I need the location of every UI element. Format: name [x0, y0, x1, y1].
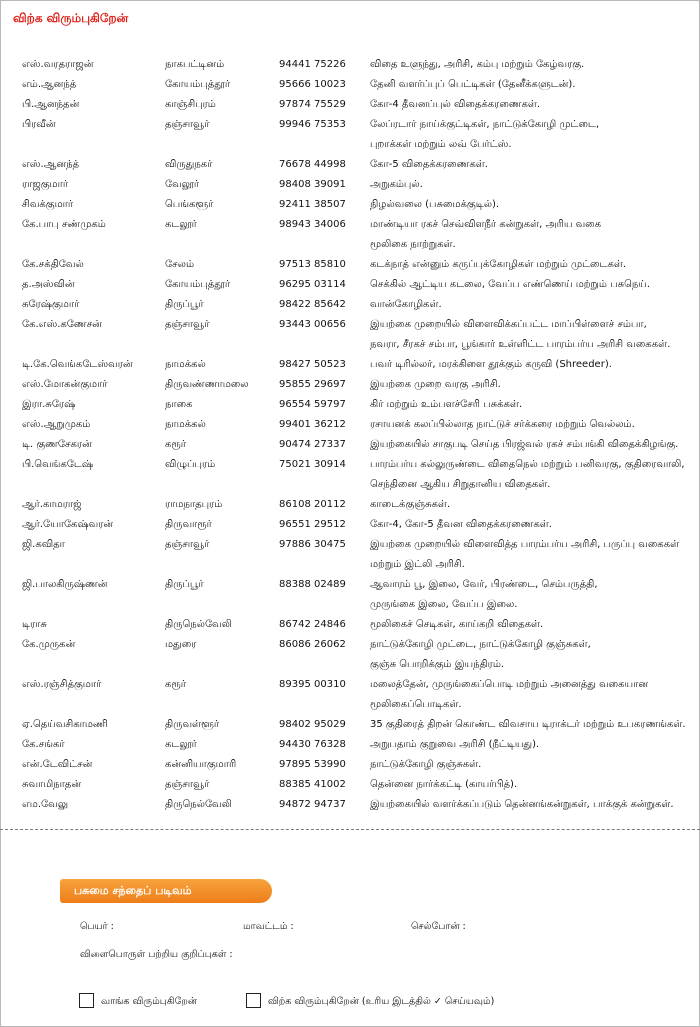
- product-description: கோ-4, கோ-5 தீவன விதைக்கரணைகள்.: [370, 519, 552, 530]
- cut-line-divider: [0, 829, 700, 830]
- seller-name: கே.சக்திவேல்: [22, 259, 84, 270]
- buy-option[interactable]: [79, 988, 197, 1008]
- seller-place: நாகை: [165, 399, 193, 410]
- seller-phone: 92411 38507: [279, 199, 346, 210]
- seller-name: டி. குணசேகரன்: [22, 439, 92, 450]
- product-description: மூலிகைச் செடிகள், காய்கறி விதைகள்.: [370, 619, 544, 630]
- seller-phone: 89395 00310: [279, 679, 346, 690]
- seller-phone: 88385 41002: [279, 779, 346, 790]
- seller-place: திருப்பூர்: [165, 299, 204, 310]
- seller-place: தஞ்சாவூர்: [165, 319, 210, 330]
- seller-name: சுரேஷ்குமார்: [22, 299, 80, 310]
- notes-field-label[interactable]: விளைபொருள் பற்றிய குறிப்புகள் :: [80, 949, 233, 960]
- seller-place: விருதுநகர்: [165, 159, 213, 170]
- form-title: பசுமை சந்தைப் படிவம்: [60, 879, 272, 903]
- seller-phone: 86086 26062: [279, 639, 346, 650]
- listing-row: [0, 535, 700, 575]
- product-description: செந்தினை ஆகிய சிறுதானிய விதைகள்.: [370, 479, 551, 490]
- seller-phone: 98402 95029: [279, 719, 346, 730]
- product-description: கோ-5 விதைக்கரணைகள்.: [370, 159, 488, 170]
- listing-row: [0, 515, 700, 535]
- seller-name: எஸ்.ஆனந்த்: [22, 159, 79, 170]
- listing-row: [0, 75, 700, 95]
- listing-row: [0, 455, 700, 495]
- seller-name: டிராசு: [22, 619, 47, 630]
- seller-phone: 96295 03114: [279, 279, 346, 290]
- seller-place: கடலூர்: [165, 739, 197, 750]
- sell-option[interactable]: [246, 988, 494, 1008]
- product-description: நாட்டுக்கோழி முட்டை, நாட்டுக்கோழி குஞ்சுகள்,: [370, 639, 591, 650]
- product-description: கிர் மற்றும் உம்பளச்சேரி பசுக்கள்.: [370, 399, 523, 410]
- seller-phone: 98427 50523: [279, 359, 346, 370]
- listing-table: [0, 55, 700, 815]
- seller-phone: 76678 44998: [279, 159, 346, 170]
- seller-place: நாமக்கல்: [165, 419, 206, 430]
- product-description: மலைத்தேன், முருங்கைப்பொடி மற்றும் அனைத்து வகையான: [370, 679, 649, 690]
- seller-phone: 97895 53990: [279, 759, 346, 770]
- seller-name: ஆர்.காமராஜ்: [22, 499, 82, 510]
- product-description: வான்கோழிகள்.: [370, 299, 442, 310]
- buy-option-label: வாங்க விரும்புகிறேன்: [101, 996, 198, 1007]
- product-description: குஞ்சு பொறிக்கும் இயந்திரம்.: [370, 659, 505, 670]
- seller-place: கன்னியாகுமாரி: [165, 759, 237, 770]
- product-description: இயற்கையில் வளர்க்கப்படும் தென்னங்கன்றுகள், பாக்குக் கன்றுகள்.: [370, 799, 674, 810]
- product-description: கோ-4 தீவனப்புல் விதைக்கரணைகள்.: [370, 99, 541, 110]
- product-description: முருங்கை இலை, வேப்ப இலை.: [370, 599, 518, 610]
- seller-place: திருவண்ணாமலை: [165, 379, 249, 390]
- seller-phone: 86742 24846: [279, 619, 346, 630]
- buy-checkbox[interactable]: [79, 993, 94, 1008]
- listing-row: [0, 575, 700, 615]
- product-description: தேனி வளர்ப்புப் பெட்டிகள் (தேனீக்களுடன்).: [370, 79, 576, 90]
- seller-name: எஸ்.மோகன்குமார்: [22, 379, 108, 390]
- product-description: காடைக்குஞ்சுகள்.: [370, 499, 451, 510]
- listing-row: [0, 115, 700, 155]
- listing-row: [0, 315, 700, 355]
- product-description: மாண்டியா ரகச் செவ்விளநீர் கன்றுகள், அரிய வகை: [370, 219, 602, 230]
- seller-place: தஞ்சாவூர்: [165, 539, 210, 550]
- seller-place: திருப்பூர்: [165, 579, 204, 590]
- listing-row: [0, 415, 700, 435]
- seller-name: ராஜகுமார்: [22, 179, 69, 190]
- product-description: மூலிகைப்பொடிகள்.: [370, 699, 462, 710]
- seller-name: கே.சங்கர்: [22, 739, 65, 750]
- seller-phone: 98408 39091: [279, 179, 346, 190]
- listing-row: [0, 55, 700, 75]
- seller-name: எஸ்.வரதராஜன்: [22, 59, 94, 70]
- seller-phone: 94872 94737: [279, 799, 346, 810]
- seller-phone: 96551 29512: [279, 519, 346, 530]
- seller-name: ஆர்.யோகேஷ்வரன்: [22, 519, 114, 530]
- listing-row: [0, 375, 700, 395]
- seller-name: சுவாமிநாதன்: [22, 779, 82, 790]
- product-description: செக்கில் ஆட்டிய கடலை, வேப்ப எண்ணெய் மற்றும் பசுநெய்.: [370, 279, 651, 290]
- seller-place: விழுப்புரம்: [165, 459, 216, 470]
- listing-row: [0, 195, 700, 215]
- sell-checkbox[interactable]: [246, 993, 261, 1008]
- product-description: இயற்கை முறையில் விளைவிக்கப்பட்ட மாப்பிள்ளைச் சம்பா,: [370, 319, 647, 330]
- product-description: பவர் டிரில்லர், மரக்கிளை தூக்கும் கருவி (Shreeder).: [370, 359, 612, 370]
- name-field-label[interactable]: பெயர் :: [80, 921, 114, 932]
- district-field-label[interactable]: மாவட்டம் :: [243, 921, 294, 932]
- listing-row: [0, 775, 700, 795]
- product-description: தென்னை நார்க்கட்டி (காயர்பித்).: [370, 779, 518, 790]
- seller-phone: 93443 00656: [279, 319, 346, 330]
- seller-phone: 90474 27337: [279, 439, 346, 450]
- seller-place: மதுரை: [165, 639, 197, 650]
- product-description: புறாக்கள் மற்றும் லவ் பேர்ட்ஸ்.: [370, 139, 512, 150]
- seller-name: ஏ.தெய்வசிகாமணி: [22, 719, 108, 730]
- listing-row: [0, 275, 700, 295]
- seller-phone: 95666 10023: [279, 79, 346, 90]
- listing-row: [0, 95, 700, 115]
- seller-place: கரூர்: [165, 439, 186, 450]
- seller-place: தஞ்சாவூர்: [165, 119, 210, 130]
- seller-phone: 99401 36212: [279, 419, 346, 430]
- product-description: நாட்டுக்கோழி குஞ்சுகள்.: [370, 759, 482, 770]
- seller-name: டி.கே.வெங்கடேஸ்வரன்: [22, 359, 133, 370]
- listing-row: [0, 395, 700, 415]
- phone-field-label[interactable]: செல்போன் :: [411, 921, 466, 932]
- product-description: ஆவாரம் பூ, இலை, வேர், பிரண்டை, செம்பருத்தி,: [370, 579, 598, 590]
- seller-phone: 98943 34006: [279, 219, 346, 230]
- product-description: ரசாயனக் கலப்பில்லாத நாட்டுச் சர்க்கரை மற்றும் வெல்லம்.: [370, 419, 635, 430]
- seller-name: பி.ஆனந்தன்: [22, 99, 80, 110]
- seller-place: கடலூர்: [165, 219, 197, 230]
- seller-name: எஸ்.ஆறுமுகம்: [22, 419, 91, 430]
- seller-place: தஞ்சாவூர்: [165, 779, 210, 790]
- product-description: பாரம்பர்ய கல்லுருண்டை விதைநெல் மற்றும் பனிவரகு, குதிரைவாலி,: [370, 459, 685, 470]
- sell-option-label: விற்க விரும்புகிறேன் (உரிய இடத்தில் ✓ செய்யவும்): [268, 996, 495, 1007]
- seller-name: ஜி.கவிதா: [22, 539, 65, 550]
- seller-name: கே.முருகன்: [22, 639, 76, 650]
- seller-name: பி.வெங்கடேஷ்: [22, 459, 94, 470]
- listing-row: [0, 675, 700, 715]
- listing-row: [0, 715, 700, 735]
- listing-row: [0, 495, 700, 515]
- seller-place: பெங்களூர்: [165, 199, 214, 210]
- section-title: விற்க விரும்புகிறேன்: [13, 11, 129, 25]
- product-description: இயற்கை முறையில் விளைவித்த பாரம்பர்ய அரிசி, பருப்பு வகைகள்: [370, 539, 680, 550]
- seller-phone: 88388 02489: [279, 579, 346, 590]
- listing-row: [0, 295, 700, 315]
- seller-name: த.அஸ்வின்: [22, 279, 75, 290]
- seller-name: எஸ்.ரஞ்சித்குமார்: [22, 679, 102, 690]
- seller-phone: 94441 75226: [279, 59, 346, 70]
- seller-name: சிவக்குமார்: [22, 199, 74, 210]
- listing-row: [0, 155, 700, 175]
- listing-row: [0, 795, 700, 815]
- seller-phone: 98422 85642: [279, 299, 346, 310]
- seller-name: எம.வேலு: [22, 799, 69, 810]
- seller-place: நாகபட்டினம்: [165, 59, 225, 70]
- product-description: அறுகம்புல்.: [370, 179, 423, 190]
- listing-row: [0, 615, 700, 635]
- seller-place: திருநெல்வேலி: [165, 799, 232, 810]
- product-description: விதை உளுந்து, அரிசி, கம்பு மற்றும் கேழ்வரகு.: [370, 59, 585, 70]
- product-description: நிழல்வலை (பசுமைக்குடில்).: [370, 199, 500, 210]
- seller-place: சேலம்: [165, 259, 194, 270]
- product-description: நவரா, சீரகச் சம்பா, பூங்கார் உள்ளிட்ட பாரம்பர்ய அரிசி வகைகள்.: [370, 339, 671, 350]
- product-description: இயற்கையில் சாகுபடி செய்த பிரஜ்வல் ரகச் சம்பங்கி விதைக்கிழங்கு.: [370, 439, 679, 450]
- seller-place: கோயம்புத்தூர்: [165, 79, 231, 90]
- seller-name: இரா.சுரேஷ்: [22, 399, 76, 410]
- seller-place: வேலூர்: [165, 179, 200, 190]
- listing-row: [0, 255, 700, 275]
- listing-row: [0, 435, 700, 455]
- seller-phone: 97886 30475: [279, 539, 346, 550]
- product-description: கடக்நாத் என்னும் கருப்புக்கோழிகள் மற்றும் முட்டைகள்.: [370, 259, 627, 270]
- listing-row: [0, 735, 700, 755]
- product-description: இயற்கை முறை வரகு அரிசி.: [370, 379, 501, 390]
- seller-phone: 96554 59797: [279, 399, 346, 410]
- seller-phone: 75021 30914: [279, 459, 346, 470]
- seller-phone: 97513 85810: [279, 259, 346, 270]
- seller-name: ஜி.பாலகிருஷ்ணன்: [22, 579, 108, 590]
- listing-row: [0, 355, 700, 375]
- seller-place: காஞ்சிபுரம்: [165, 99, 216, 110]
- product-description: 35 குதிரைத் திறன் கொண்ட விவசாய டிராக்டர் மற்றும் உபகரணங்கள்.: [370, 719, 686, 730]
- product-description: லேப்ரடார் நாய்க்குட்டிகள், நாட்டுக்கோழி முட்டை,: [370, 119, 600, 130]
- seller-place: திருவள்ளூர்: [165, 719, 220, 730]
- seller-phone: 97874 75529: [279, 99, 346, 110]
- listing-row: [0, 755, 700, 775]
- seller-phone: 95855 29697: [279, 379, 346, 390]
- seller-name: என்.டேவிட்சன்: [22, 759, 93, 770]
- seller-name: பிரவீன்: [22, 119, 56, 130]
- seller-phone: 86108 20112: [279, 499, 346, 510]
- seller-place: ராமநாதபுரம்: [165, 499, 223, 510]
- product-description: மற்றும் இட்லி அரிசி.: [370, 559, 465, 570]
- seller-phone: 99946 75353: [279, 119, 346, 130]
- seller-name: கே.எஸ்.கணேசன்: [22, 319, 102, 330]
- listing-row: [0, 635, 700, 675]
- product-description: அறுபதாம் குறுவை அரிசி (நீட்டியது).: [370, 739, 540, 750]
- seller-name: எம்.ஆனந்த்: [22, 79, 77, 90]
- product-description: மூலிகை நாற்றுகள்.: [370, 239, 456, 250]
- seller-place: கரூர்: [165, 679, 186, 690]
- seller-place: கோயம்புத்தூர்: [165, 279, 231, 290]
- listing-row: [0, 175, 700, 195]
- seller-phone: 94430 76328: [279, 739, 346, 750]
- seller-place: திருவாரூர்: [165, 519, 212, 530]
- listing-row: [0, 215, 700, 255]
- seller-place: நாமக்கல்: [165, 359, 206, 370]
- seller-place: திருநெல்வேலி: [165, 619, 232, 630]
- seller-name: கே.பாபு சண்முகம்: [22, 219, 106, 230]
